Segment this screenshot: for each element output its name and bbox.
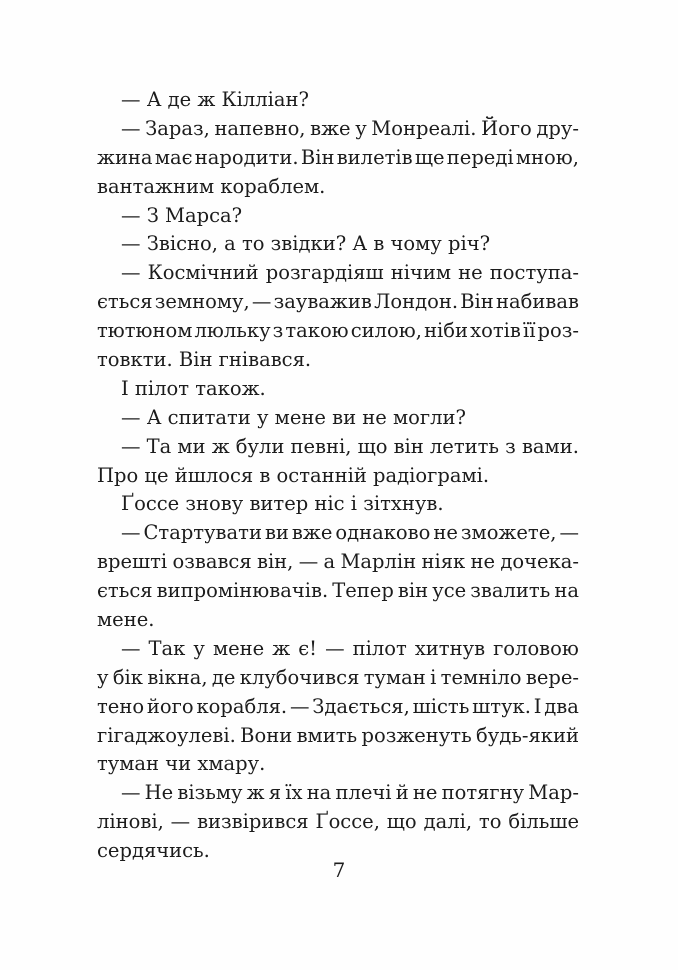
text-line: ється випромінювачів. Тепер він усе звалить на [97, 579, 579, 603]
text-line: вантажним кораблем. [97, 174, 326, 198]
text-line: сердячись. [97, 839, 210, 863]
text-line: — Звісно, а то звідки? А в чому річ? [121, 232, 491, 256]
text-line: — Так у мене ж є! — пілот хитнув головою [121, 636, 579, 660]
text-line: — Та ми ж були певні, що він летить з вами. [121, 434, 579, 458]
text-line: — Не візьму ж я їх на плечі й не потягну Мар- [121, 781, 579, 805]
body-text [97, 86, 579, 866]
text-line: жина має народити. Він вилетів ще переді мною, [97, 145, 579, 169]
text-line: — Стартувати ви вже однаково не зможете, — [121, 521, 579, 545]
text-line: мене. [97, 608, 155, 632]
text-line: ється земному, — зауважив Лондон. Він набивав [97, 290, 579, 314]
text-line: — Зараз, напевно, вже у Монреалі. Його дру- [121, 116, 579, 140]
text-line: тено його корабля. — Здається, шість штук. І два [97, 694, 579, 718]
text-line: — А де ж Кілліан? [121, 88, 309, 111]
text-line: туман чи хмару. [97, 752, 266, 776]
text-line: тютюном люльку з такою силою, ніби хотів її роз- [97, 319, 579, 343]
text-line: лінові, — визвірився Ґоссе, що далі, то більше [97, 810, 579, 834]
page-number: 7 [332, 858, 346, 882]
text-line: товкти. Він гнівався. [97, 348, 312, 372]
text-line: І пілот також. [121, 376, 266, 400]
text-line: — З Марса? [121, 203, 243, 227]
text-line: — А спитати у мене ви не могли? [121, 405, 466, 429]
text-line: гігаджоулеві. Вони вмить розженуть будь-який [97, 723, 579, 747]
text-line: Ґоссе знову витер ніс і зітхнув. [121, 492, 444, 516]
text-line: Про це йшлося в останній радіограмі. [97, 463, 490, 487]
text-line: врешті озвався він, — а Марлін ніяк не дочека- [97, 550, 579, 574]
text-line: у бік вікна, де клубочився туман і темніло вере- [97, 665, 579, 689]
text-line: — Космічний розгардіяш нічим не поступа- [121, 261, 579, 285]
